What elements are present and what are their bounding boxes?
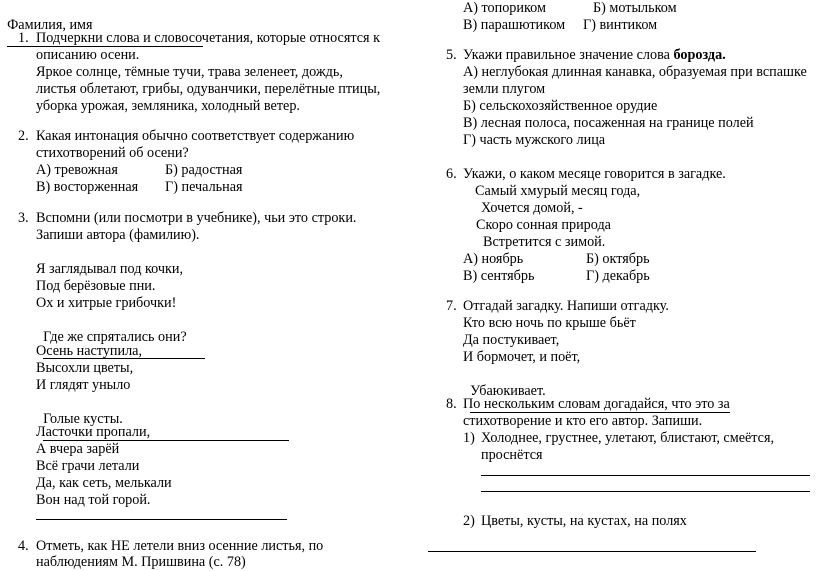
q5-question — [463, 47, 726, 64]
poem3-answer-blank[interactable] — [36, 519, 287, 520]
q8-sub1-number: 1) — [463, 430, 475, 446]
q4-option-b[interactable]: Б) мотыльком — [593, 0, 677, 16]
q2-option-c[interactable]: В) восторженная — [36, 179, 139, 195]
poem1-line: Ох и хитрые грибочки! — [36, 295, 177, 311]
q1-line: описанию осени. — [36, 47, 140, 63]
poem2-line: И глядят уныло — [36, 377, 131, 393]
q6-question: Укажи, о каком месяце говорится в загадке. — [463, 166, 726, 182]
q4-line: Отметь, как НЕ летели вниз осенние листья, по — [36, 538, 324, 554]
q1-line: Подчеркни слова и словосочетания, которые относятся к — [36, 30, 380, 46]
q5-option-cont: земли плугом — [463, 81, 546, 97]
q5-option[interactable]: Г) часть мужского лица — [463, 132, 606, 148]
q7-line: Отгадай загадку. Напиши отгадку. — [463, 298, 669, 314]
q6-option-a[interactable]: А) ноябрь — [463, 251, 524, 267]
q8-number: 8. — [446, 396, 457, 412]
q6-riddle-line: Самый хмурый месяц года, — [475, 183, 641, 199]
poem3-line: А вчера зарёй — [36, 441, 120, 457]
q1-number: 1. — [18, 30, 29, 46]
poem2-last-line: Голые кусты. — [43, 411, 123, 427]
q1-line: уборка урожая, земляника, холодный ветер. — [36, 98, 300, 114]
poem1-line: Под берёзовые пни. — [36, 278, 156, 294]
q6-option-b[interactable]: Б) октябрь — [586, 251, 650, 267]
q8-sub2-text: Цветы, кусты, на кустах, на полях — [481, 513, 687, 529]
q4-number: 4. — [18, 538, 29, 554]
q4-line: наблюдениям М. Пришвина (с. 78) — [36, 554, 246, 570]
q4-option-c[interactable]: В) парашютиком — [463, 17, 566, 33]
q6-number: 6. — [446, 166, 457, 182]
q4-option-d[interactable]: Г) винтиком — [583, 17, 658, 33]
q6-riddle-line: Хочется домой, - — [481, 200, 583, 216]
q8-sub1-line: Холоднее, грустнее, улетают, блистают, смеётся, — [481, 430, 775, 446]
q8-line: По нескольким словам догадайся, что это за — [463, 396, 730, 412]
poem3-line: Вон над той горой. — [36, 492, 151, 508]
poem2-line: Осень наступила, — [36, 343, 143, 359]
q5-option[interactable]: Б) сельскохозяйственное орудие — [463, 98, 658, 114]
q5-word: борозда. — [673, 47, 726, 63]
q2-line: стихотворений об осени? — [36, 145, 189, 161]
q1-line: листья облетают, грибы, одуванчики, перелётные птицы, — [36, 81, 381, 97]
q7-line: Кто всю ночь по крыше бьёт — [463, 315, 636, 331]
q2-option-b[interactable]: Б) радостная — [165, 162, 243, 178]
q2-option-d[interactable]: Г) печальная — [165, 179, 243, 195]
q7-line: И бормочет, и поёт, — [463, 349, 581, 365]
q8-sub1-answer-blank[interactable] — [481, 491, 810, 492]
q2-option-a[interactable]: А) тревожная — [36, 162, 118, 178]
q1-line: Яркое солнце, тёмные тучи, трава зеленеет, дождь, — [36, 64, 343, 80]
q5-option[interactable]: А) неглубокая длинная канавка, образуемая при вспашке — [463, 64, 807, 80]
name-label: Фамилия, имя — [7, 17, 93, 33]
poem3-line: Ласточки пропали, — [36, 424, 151, 440]
q3-line: Вспомни (или посмотри в учебнике), чьи это строки. — [36, 210, 357, 226]
q7-line: Да постукивает, — [463, 332, 560, 348]
q6-option-c[interactable]: В) сентябрь — [463, 268, 535, 284]
q3-line: Запиши автора (фамилию). — [36, 227, 200, 243]
q5-prefix: Укажи правильное значение слова — [463, 47, 674, 63]
q7-number: 7. — [446, 298, 457, 314]
q7-last-line: Убаюкивает. — [470, 383, 546, 399]
q8-sub1-line: проснётся — [481, 447, 543, 463]
q6-riddle-line: Скоро сонная природа — [476, 217, 611, 233]
q8-sub2-answer-blank[interactable] — [428, 551, 756, 552]
q8-line: стихотворение и кто его автор. Запиши. — [463, 413, 703, 429]
q6-riddle-line: Встретится с зимой. — [483, 234, 606, 250]
q2-number: 2. — [18, 128, 29, 144]
poem2-line: Высохли цветы, — [36, 360, 134, 376]
poem1-last-line: Где же спрятались они? — [43, 329, 187, 345]
q8-sub1-answer-blank[interactable] — [481, 475, 810, 476]
q6-option-d[interactable]: Г) декабрь — [586, 268, 650, 284]
q5-number: 5. — [446, 47, 457, 63]
q2-line: Какая интонация обычно соответствует содержанию — [36, 128, 355, 144]
q4-option-a[interactable]: А) топориком — [463, 0, 546, 16]
q3-number: 3. — [18, 210, 29, 226]
q8-sub2-number: 2) — [463, 513, 475, 529]
poem1-line: Я заглядывал под кочки, — [36, 261, 184, 277]
q5-option[interactable]: В) лесная полоса, посаженная на границе полей — [463, 115, 754, 131]
poem3-line: Да, как сеть, мелькали — [36, 475, 172, 491]
poem3-line: Всё грачи летали — [36, 458, 140, 474]
